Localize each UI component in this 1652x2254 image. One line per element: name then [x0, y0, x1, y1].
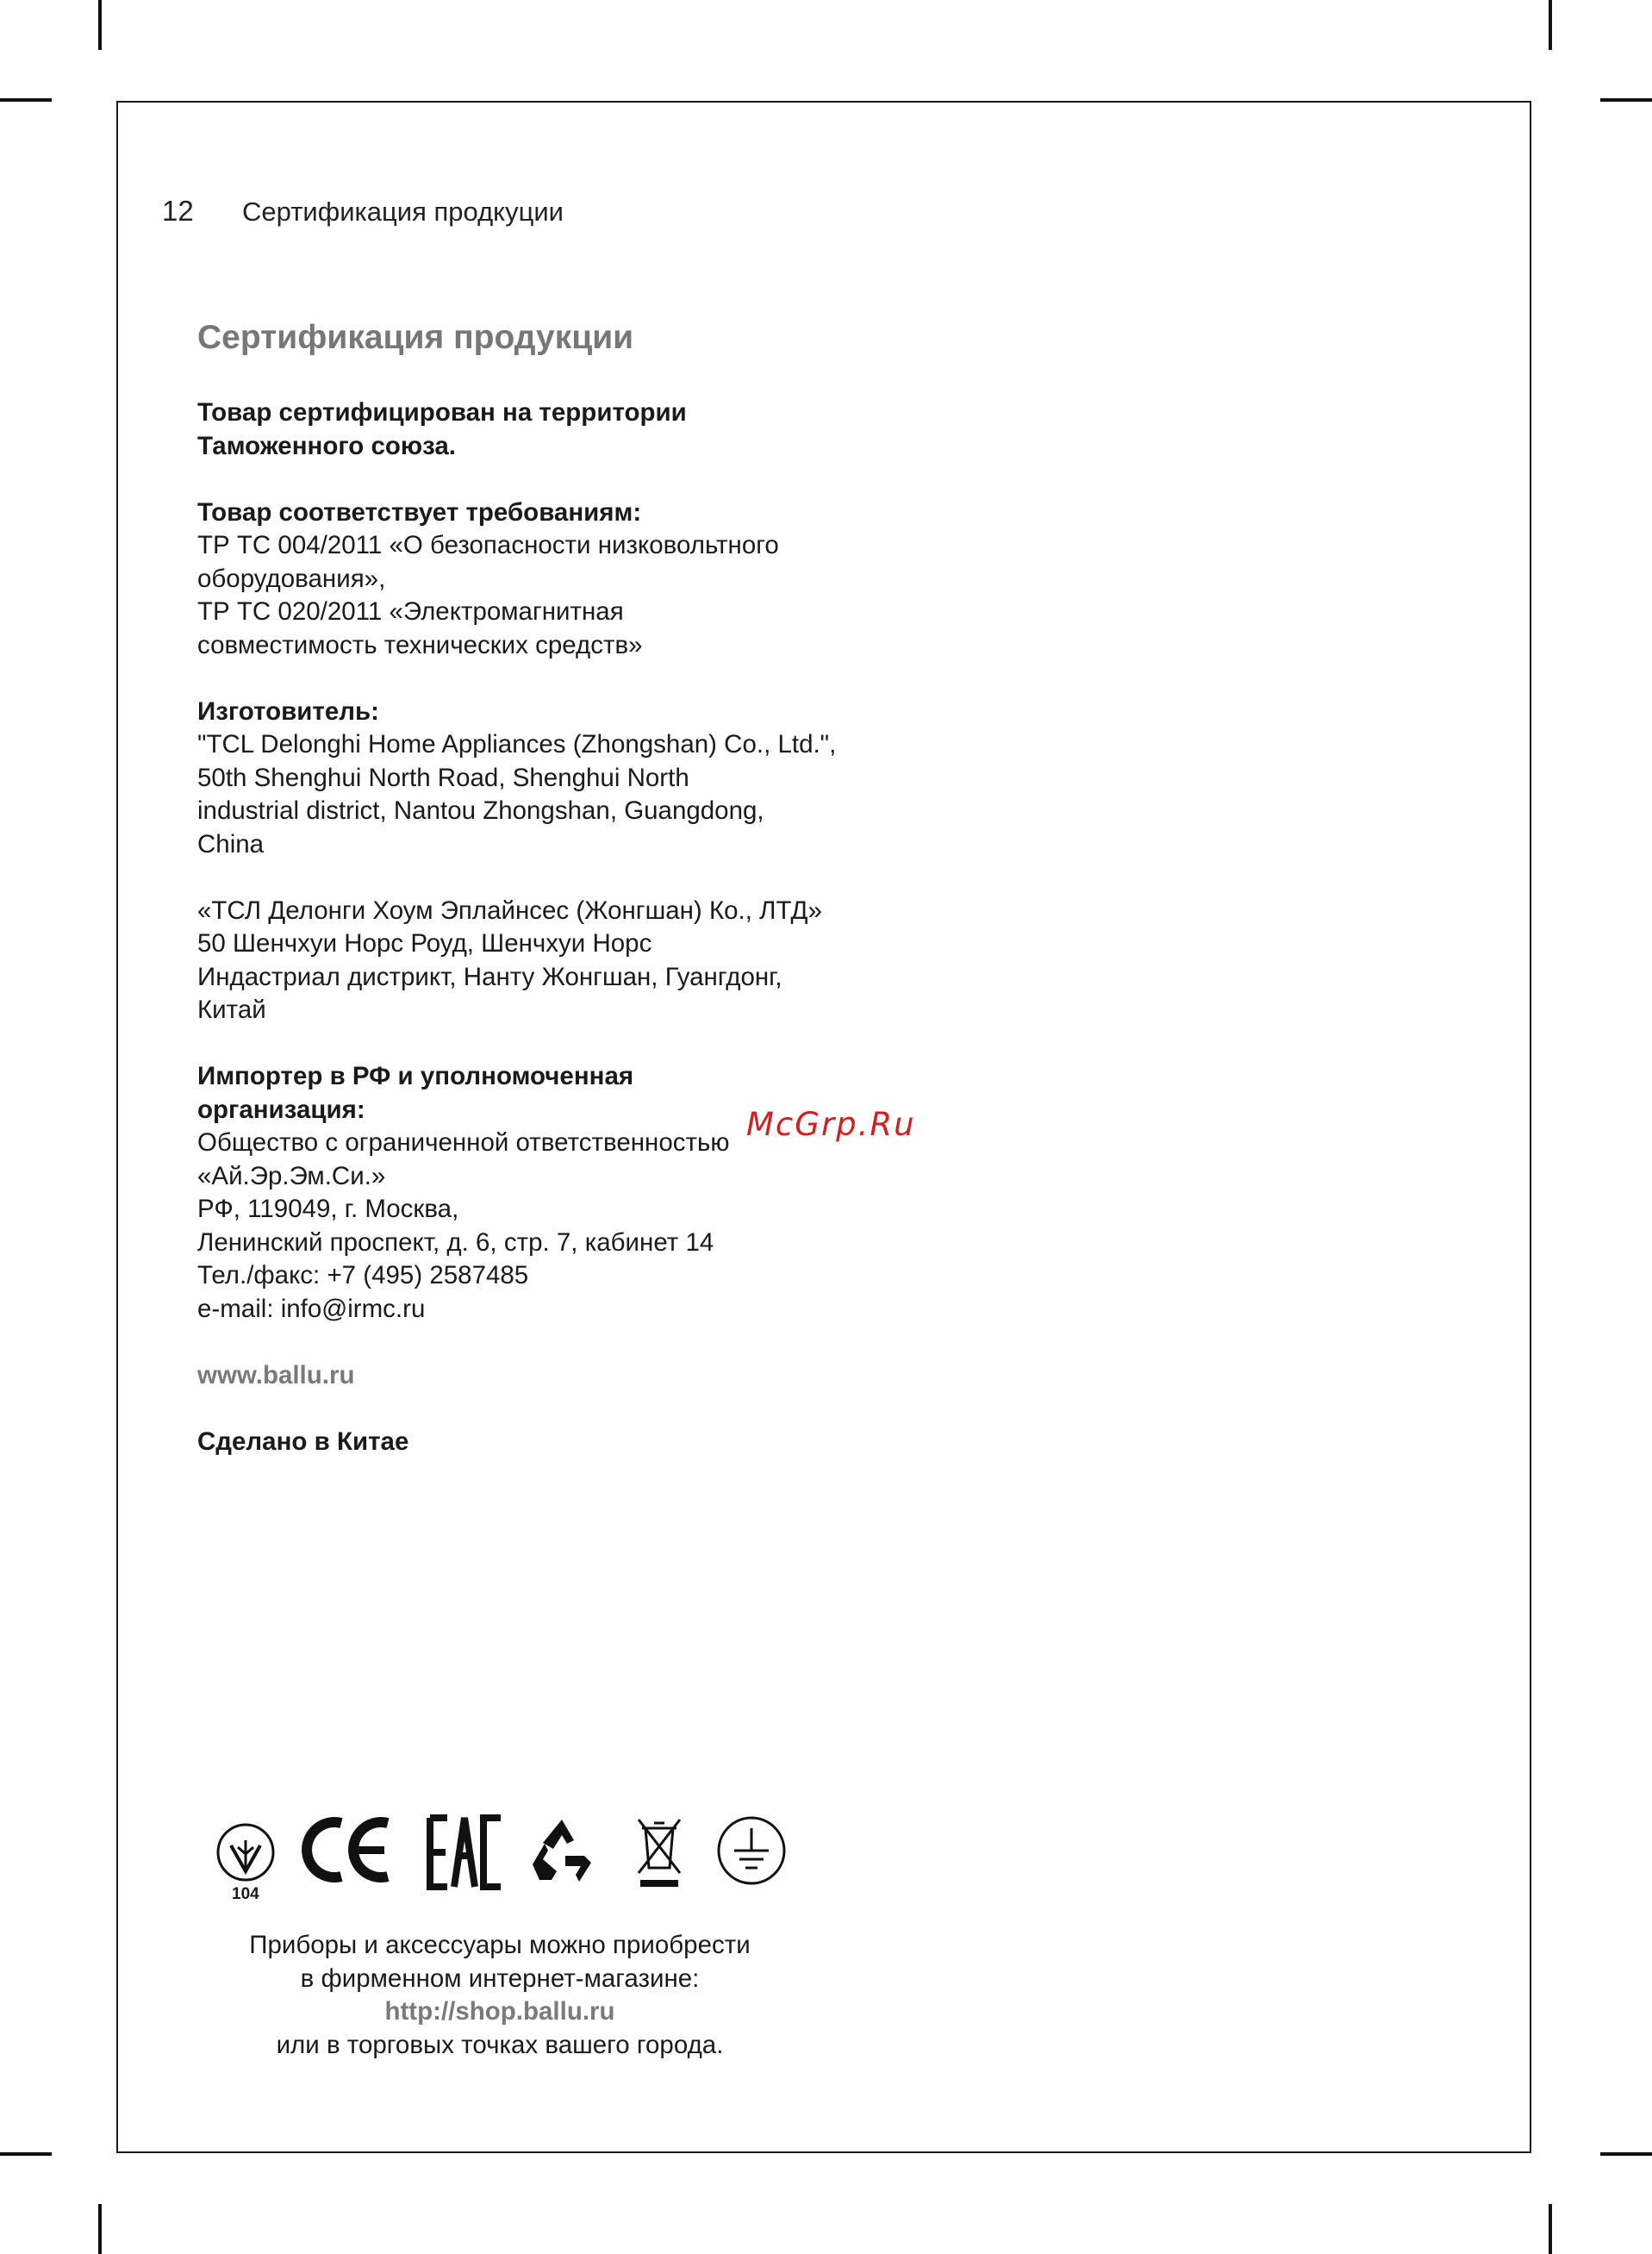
- text-line: Общество с ограниченной ответственностью: [197, 1128, 730, 1157]
- text-line: «Ай.Эр.Эм.Си.»: [197, 1161, 386, 1190]
- importer-heading: организация:: [197, 1095, 365, 1124]
- text-line: РФ, 119049, г. Москва,: [197, 1195, 459, 1223]
- website-link[interactable]: www.ballu.ru: [197, 1360, 355, 1389]
- eac-mark-icon: [427, 1814, 504, 1896]
- manufacturer-section: [197, 696, 852, 862]
- page-number: 12: [162, 195, 194, 227]
- manufacturer-heading: Изготовитель:: [197, 696, 379, 726]
- certification-icons: [215, 1814, 793, 1909]
- requirements-section: [197, 496, 852, 663]
- importer-section: [197, 1060, 852, 1326]
- manufacturer-ru-section: [197, 895, 852, 1027]
- crop-mark: [1600, 2152, 1652, 2156]
- shop-link[interactable]: http://shop.ballu.ru: [384, 1997, 615, 2026]
- running-head: [162, 195, 564, 228]
- shop-line: Приборы и аксессуары можно приобрести: [249, 1931, 751, 1959]
- text-line: Китай: [197, 996, 266, 1024]
- section-title: Сертификация продкуции: [242, 197, 564, 227]
- weee-bin-icon: [633, 1814, 685, 1896]
- text-line: ТР ТС 020/2011 «Электромагнитная: [197, 597, 624, 626]
- crop-mark: [1549, 0, 1552, 50]
- watermark: McGrp.Ru: [746, 1106, 916, 1143]
- certified-statement: [197, 396, 852, 463]
- text-line: 50 Шенчхуи Норс Роуд, Шенчхуи Норс: [197, 929, 652, 958]
- page-title: Сертификация продукции: [197, 319, 634, 356]
- crop-mark: [1549, 2204, 1552, 2254]
- ce-mark-icon: [300, 1814, 395, 1888]
- text-line: China: [197, 829, 265, 859]
- text-line: ТР ТС 004/2011 «О безопасности низковольтного: [197, 531, 779, 559]
- text-line: "TCL Delonghi Home Appliances (Zhongshan) Co., Ltd.",: [197, 730, 837, 759]
- text-line: Товар сертифицирован на территории: [197, 398, 687, 427]
- text-line: оборудования»,: [197, 564, 386, 593]
- requirements-heading: Товар соответствует требованиям:: [197, 497, 642, 527]
- crop-mark: [0, 98, 52, 102]
- text-line: Тел./факс: +7 (495) 2587485: [197, 1261, 529, 1289]
- shop-line: или в торговых точках вашего города.: [276, 2030, 724, 2059]
- document-body: [197, 312, 852, 1492]
- text-line: industrial district, Nantou Zhongshan, Guangdong,: [197, 796, 764, 825]
- email-line: e-mail: info@irmc.ru: [197, 1294, 426, 1323]
- recycle-icon: [527, 1814, 596, 1888]
- crop-mark: [1600, 98, 1652, 102]
- text-line: Таможенного союза.: [197, 431, 456, 460]
- text-line: «ТСЛ Делонги Хоум Эплайнсес (Жонгшан) Ко., ЛТД»: [197, 896, 822, 925]
- text-line: 50th Shenghui North Road, Shenghui North: [197, 763, 689, 792]
- crop-mark: [98, 0, 102, 50]
- text-line: Ленинский проспект, д. 6, стр. 7, кабинет 14: [197, 1227, 714, 1257]
- crop-mark: [0, 2152, 52, 2156]
- ground-icon: [715, 1814, 788, 1891]
- made-in-text: Сделано в Китае: [197, 1427, 409, 1456]
- text-line: Индастриал дистрикт, Нанту Жонгшан, Гуангдонг,: [197, 962, 782, 991]
- text-line: совместимость технических средств»: [197, 630, 643, 659]
- shop-line: в фирменном интернет-магазине:: [300, 1964, 700, 1993]
- importer-heading: Импортер в РФ и уполномоченная: [197, 1062, 634, 1090]
- shop-notice: [198, 1929, 801, 2062]
- cert-code: 104: [232, 1885, 259, 1903]
- crop-mark: [98, 2204, 102, 2254]
- ua-cert-icon: [215, 1814, 276, 1903]
